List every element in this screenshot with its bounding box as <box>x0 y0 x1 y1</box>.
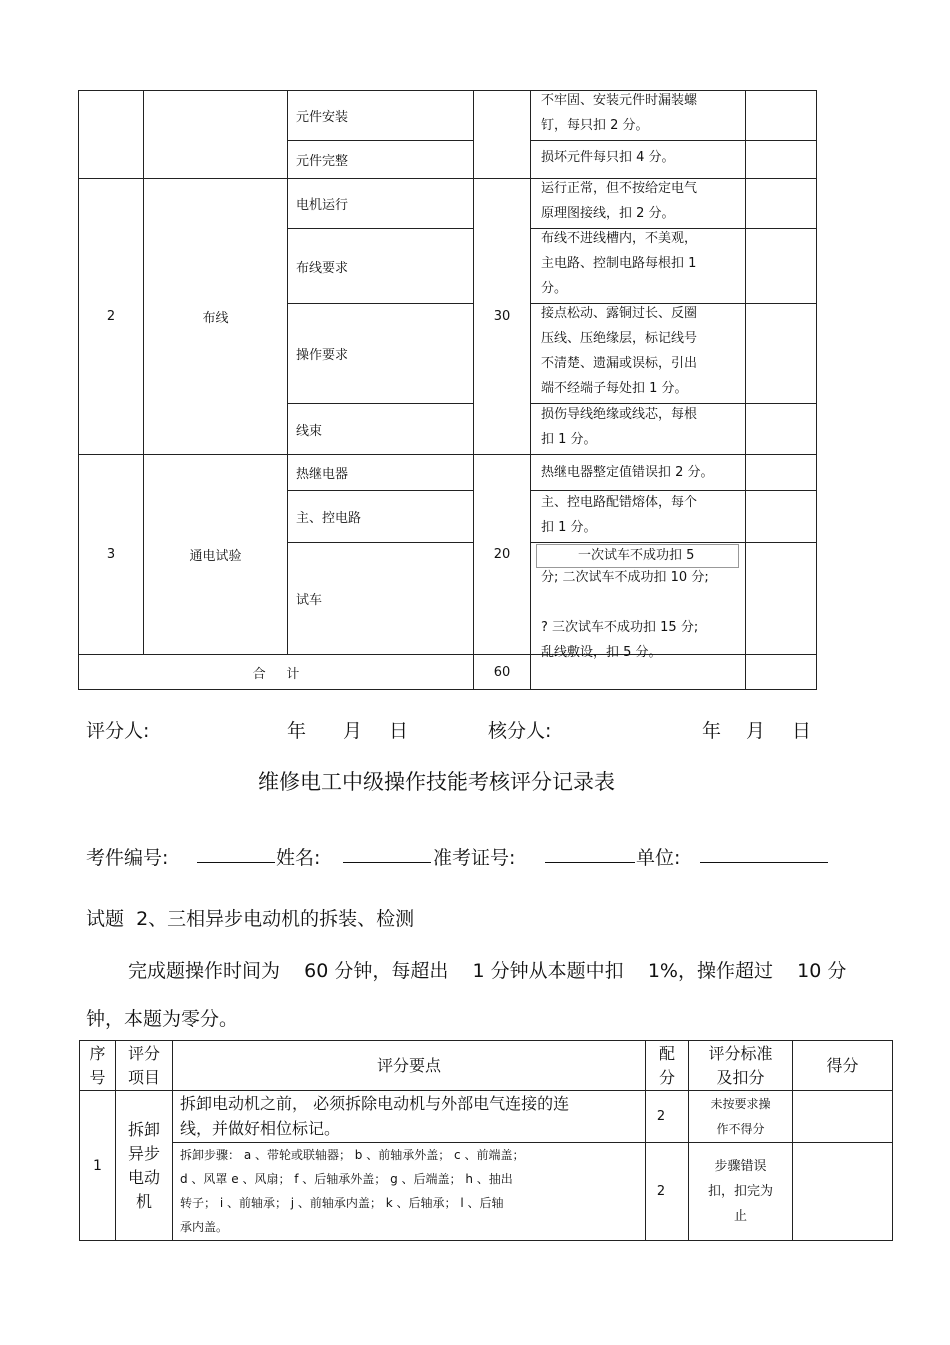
header-standard: 评分标准 及扣分 <box>708 1043 773 1087</box>
year-label: 年 <box>287 720 307 742</box>
row-score: 2 <box>656 1184 666 1199</box>
row-score: 2 <box>656 1109 666 1124</box>
standard-cell: 分; 二次试车不成功扣 10 分; ? 三次试车不成功扣 15 分; 乱线敷设，扣 5 分。 <box>541 570 709 660</box>
exam-no-blank <box>197 862 275 863</box>
name-label: 姓名: <box>276 847 321 869</box>
standard-cell: 主、控电路配错熔体，每个 扣 1 分。 <box>541 495 698 535</box>
page-title: 维修电工中级操作技能考核评分记录表 <box>258 770 615 794</box>
year-label: 年 <box>702 720 722 742</box>
row-points: 拆卸电动机之前， 必须拆除电动机与外部电气连接的连 线，并做好相位标记。 <box>180 1094 570 1138</box>
item-cell: 电机运行 <box>296 198 349 213</box>
group-name: 通电试验 <box>189 549 242 564</box>
ticket-label: 准考证号: <box>433 847 516 869</box>
standard-cell: 损伤导线绝缘或线芯，每根 扣 1 分。 <box>541 407 698 447</box>
row-item: 拆卸 异步 电动 机 <box>127 1119 160 1211</box>
header-points: 评分要点 <box>376 1055 441 1075</box>
standard-cell: 布线不进线槽内，不美观， 主电路、控制电路每根扣 1 分。 <box>541 231 698 296</box>
header-item: 评分 项目 <box>127 1043 160 1087</box>
group-no: 2 <box>106 309 116 324</box>
day-label: 日 <box>389 720 409 742</box>
ticket-blank <box>545 862 635 863</box>
row-no: 1 <box>93 1157 102 1174</box>
exam-no-label: 考件编号: <box>86 847 169 869</box>
row-standard: 步骤错误 扣，扣完为 止 <box>707 1159 773 1224</box>
checker-label: 核分人: <box>488 720 552 742</box>
unit-label: 单位: <box>636 847 681 869</box>
item-cell: 热继电器 <box>296 467 349 482</box>
row-points: 拆卸步骤： a 、带轮或联轴器； b 、前轴承外盖； c 、前端盖； d 、风罩 e 、风扇； f 、后轴承外盖； g 、后端盖； h 、抽出 转子； i 、前轴承； j 、前轴承内盖； k 、后轴承； l 、后轴 承内盖。 <box>180 1148 525 1234</box>
row-standard: 未按要求操 作不得分 <box>710 1096 771 1136</box>
standard-cell: 一次试车不成功扣 5 <box>578 548 695 563</box>
standard-cell: 损坏元件每只扣 4 分。 <box>541 150 675 165</box>
group-score: 20 <box>493 547 511 562</box>
total-score: 60 <box>493 664 511 680</box>
header-no: 序 号 <box>89 1043 106 1087</box>
name-blank <box>343 862 431 863</box>
question-text-line1: 完成题操作时间为 60 分钟，每超出 1 分钟从本题中扣 1%，操作超过 10 分 <box>128 960 847 982</box>
item-cell: 操作要求 <box>296 348 349 363</box>
item-cell: 元件完整 <box>296 154 349 169</box>
standard-cell: 运行正常，但不按给定电气 原理图接线，扣 2 分。 <box>541 181 698 221</box>
unit-blank <box>700 862 828 863</box>
scorer-label: 评分人: <box>86 720 150 742</box>
total-label: 合 计 <box>252 666 300 682</box>
header-score: 配 分 <box>658 1043 675 1087</box>
month-label: 月 <box>746 720 766 742</box>
question-heading: 试题 2、三相异步电动机的拆装、检测 <box>86 908 415 930</box>
standard-cell: 接点松动、露铜过长、反圈 压线、压绝缘层，标记线号 不清楚、遗漏或误标，引出 端不经端子每处扣 1 分。 <box>541 306 698 396</box>
item-cell: 布线要求 <box>296 260 349 276</box>
item-cell: 元件安装 <box>296 110 349 125</box>
item-cell: 主、控电路 <box>296 511 362 526</box>
day-label: 日 <box>792 720 812 742</box>
month-label: 月 <box>343 720 363 742</box>
group-name: 布线 <box>202 311 229 326</box>
item-cell: 试车 <box>296 593 323 608</box>
group-no: 3 <box>106 547 116 562</box>
header-result: 得分 <box>826 1055 859 1075</box>
group-score: 30 <box>493 309 511 324</box>
question-text-line2: 钟，本题为零分。 <box>86 1008 239 1030</box>
standard-cell: 不牢固、安装元件时漏装螺 钉，每只扣 2 分。 <box>541 93 698 133</box>
standard-cell: 热继电器整定值错误扣 2 分。 <box>541 465 714 480</box>
item-cell: 线束 <box>296 423 323 439</box>
